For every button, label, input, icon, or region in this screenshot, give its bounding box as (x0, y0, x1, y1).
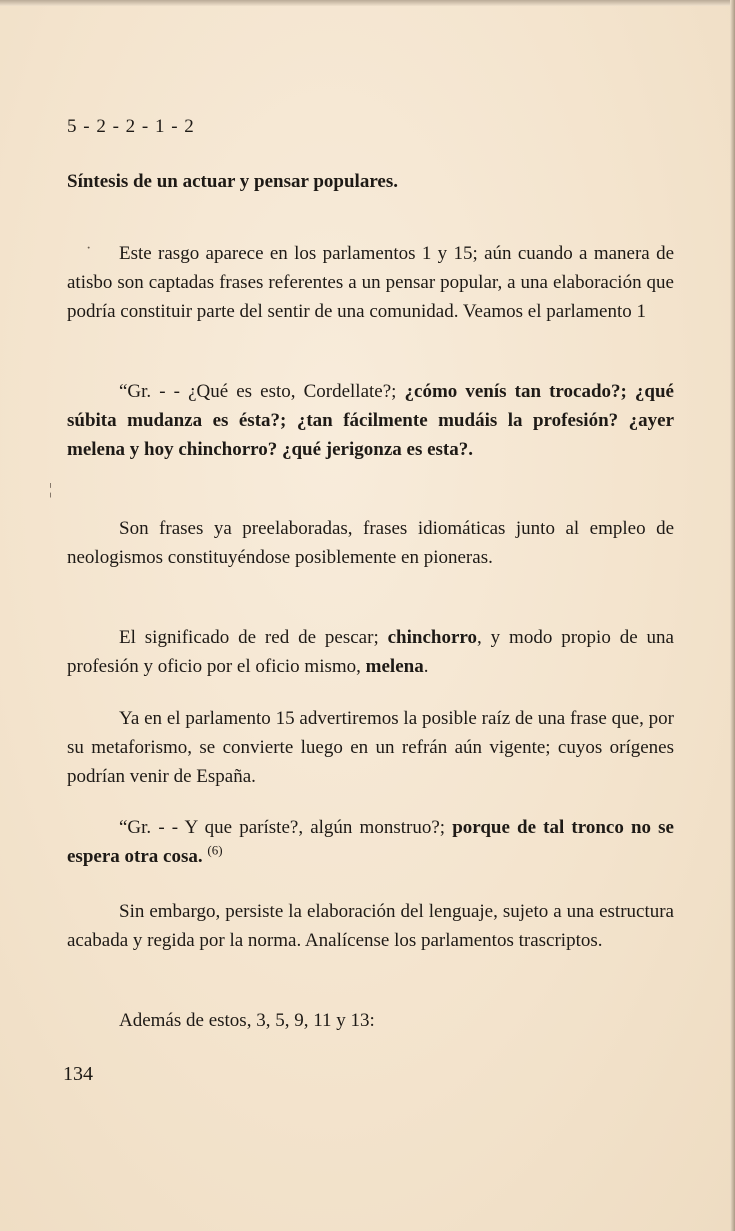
page-right-edge (730, 0, 735, 1231)
term-melena: melena (365, 656, 424, 677)
term-chinchorro: chinchorro (387, 627, 477, 648)
meaning-text-2: , y modo propio de una profesión y oficio por el oficio mismo, (67, 627, 674, 677)
meaning-text-3: . (423, 656, 429, 677)
paragraph-intro: Este rasgo aparece en los parlamentos 1 y 15; aún cuando a manera de atisbo son captadas frases referentes a un pensar popular, a una elaboración que podría constituir parte del sentir de una comunidad. Veamos el parlamento 1 (67, 243, 674, 322)
paragraph-idiomatic: Son frases ya preelaboradas, frases idiomáticas junto al empleo de neologismos constituyéndose posiblemente en pioneras. (67, 518, 674, 568)
page-number: 134 (63, 1063, 93, 1085)
stray-bar-mark: ¦ (49, 481, 53, 498)
meaning-text-1: El significado de red de pescar; (119, 627, 388, 648)
stray-dot-mark: · (86, 240, 92, 257)
section-number: 5 - 2 - 2 - 1 - 2 (67, 116, 195, 137)
paragraph-additional: Además de estos, 3, 5, 9, 11 y 13: (119, 1010, 375, 1031)
footnote-reference: (6) (207, 842, 223, 858)
paragraph-parlamento-15: Ya en el parlamento 15 advertiremos la posible raíz de una frase que, por su metaforismo, se convierte luego en un refrán aún vigente; cuyos orígenes podrían venir de España. (67, 708, 674, 787)
paragraph-language: Sin embargo, persiste la elaboración del lenguaje, sujeto a una estructura acabada y regida por la norma. Analícense los parlamentos trascriptos. (67, 901, 674, 951)
section-heading: Síntesis de un actuar y pensar populares. (67, 171, 398, 192)
quote-parlamento-15 (67, 813, 674, 871)
quote-2-speaker: “Gr. - - Y que paríste?, algún monstruo?; (119, 817, 453, 838)
quote-2-bold: porque de tal tronco no se espera otra cosa. (67, 817, 674, 867)
quote-parlamento-1 (67, 377, 674, 464)
quote-1-speaker: “Gr. - - ¿Qué es esto, Cordellate?; (119, 381, 405, 402)
paragraph-meaning (67, 623, 674, 681)
page-top-edge (0, 0, 735, 6)
quote-1-bold: ¿cómo venís tan trocado?; ¿qué súbita mudanza es ésta?; ¿tan fácilmente mudáis la profesión? ¿ayer melena y hoy chinchorro? ¿qué jerigonza es esta?. (67, 381, 674, 460)
